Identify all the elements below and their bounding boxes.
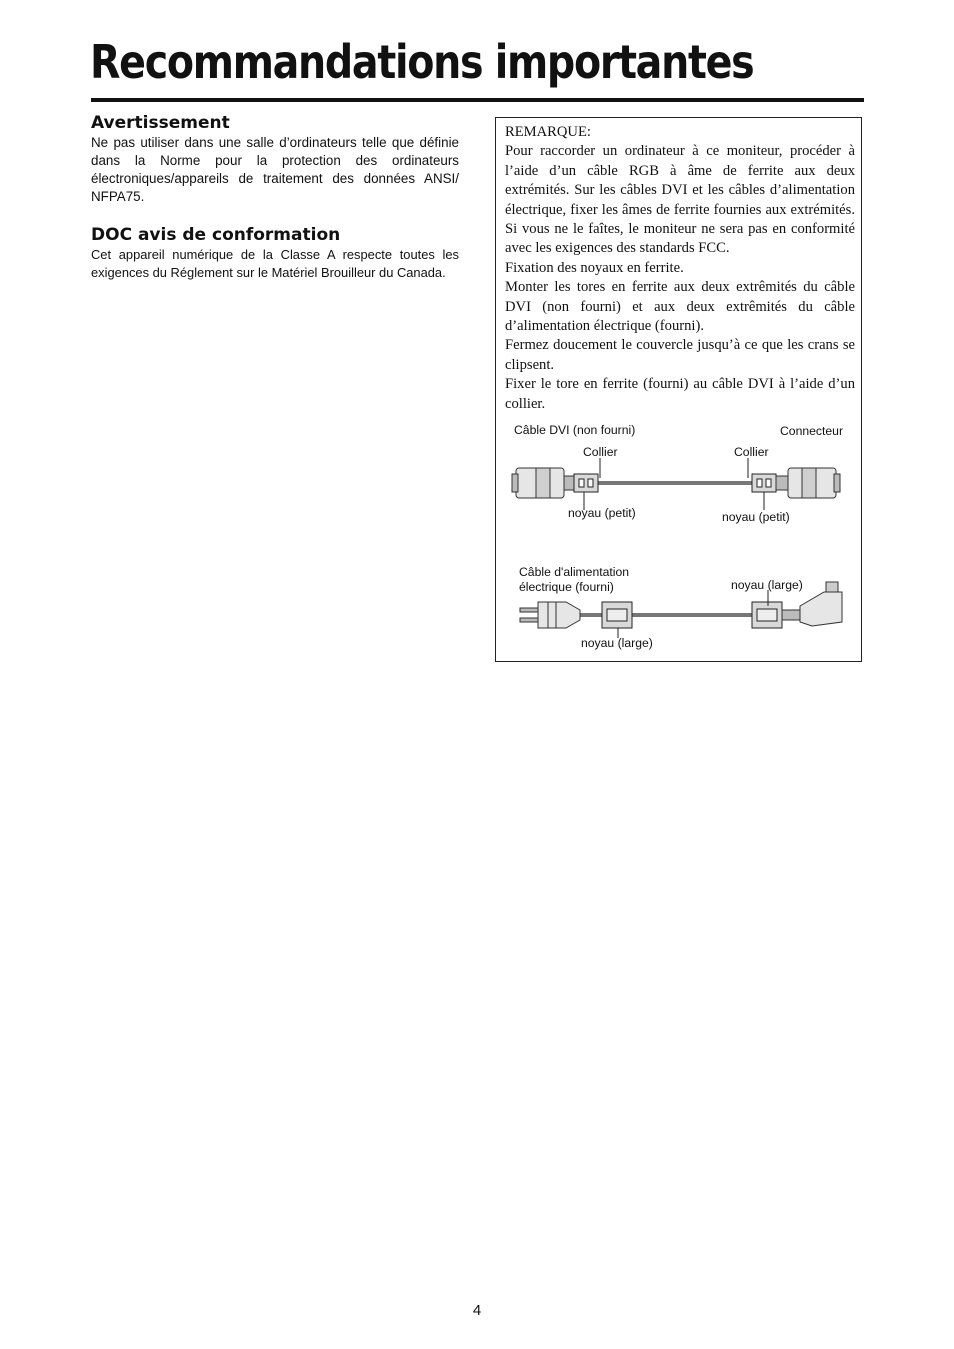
ferrite-core-small-left (574, 474, 598, 492)
label-core-large-left: noyau (large) (581, 636, 653, 650)
note-paragraph: Fermez doucement le couvercle jusqu’à ce que les crans se clipsent. (505, 337, 855, 373)
page-title: Recommandations importantes (90, 35, 754, 89)
section-heading-avertissement: Avertissement (91, 113, 230, 133)
left-column (91, 112, 459, 282)
label-core-large-right: noyau (large) (731, 578, 803, 592)
label-collar-left: Collier (583, 445, 618, 459)
dvi-plug-right (776, 468, 840, 498)
note-paragraph: Monter les tores en ferrite aux deux extrêmités du câble DVI (non fourni) et aux deux extrêmités du câble d’alimentation électrique (fourni). (505, 279, 855, 335)
label-core-small-right: noyau (petit) (722, 510, 790, 524)
section-body-doc: Cet appareil numérique de la Classe A respecte toutes les exigences du Réglement sur le Matériel Brouilleur du Canada. (91, 247, 459, 280)
ferrite-core-small-right (752, 474, 776, 492)
note-box (495, 117, 862, 662)
title-rule (91, 98, 864, 102)
label-power-cable-line2: électrique (fourni) (519, 580, 614, 594)
note-paragraph: Pour raccorder un ordinateur à ce moniteur, procéder à l’aide d’un câble RGB à âme de ferrite aux deux extrémités. Sur les câbles DVI et les câbles d’alimentation électrique, fixer les âmes de ferrite fournies aux extrémités. Si vous ne le faîtes, le moniteur ne sera pas en conformité avec les exigences des standards FCC. (505, 143, 855, 257)
dvi-plug-left (512, 468, 574, 498)
note-text (505, 123, 855, 414)
cable-diagram (496, 416, 861, 662)
note-heading: REMARQUE: (505, 124, 591, 140)
note-paragraph: Fixation des noyaux en ferrite. (505, 259, 684, 276)
label-core-small-left: noyau (petit) (568, 506, 636, 520)
label-dvi-cable: Câble DVI (non fourni) (514, 423, 636, 437)
ferrite-core-large-right (752, 602, 782, 628)
power-plug (520, 602, 580, 628)
label-power-cable-line1: Câble d'alimentation (519, 565, 630, 579)
section-heading-doc: DOC avis de conformation (91, 225, 341, 245)
label-connector: Connecteur (780, 424, 844, 438)
note-paragraph: Fixer le tore en ferrite (fourni) au câble DVI à l’aide d’un collier. (505, 376, 855, 412)
ferrite-core-large-left (602, 602, 632, 628)
section-body-avertissement: Ne pas utiliser dans une salle d’ordinateurs telle que définie dans la Norme pour la protection des ordinateurs électroniques/appareils de traitement des données ANSI/ NFPA75. (91, 135, 459, 204)
cable-illustration (496, 416, 861, 662)
label-collar-right: Collier (734, 445, 769, 459)
page-number: 4 (472, 1302, 482, 1319)
